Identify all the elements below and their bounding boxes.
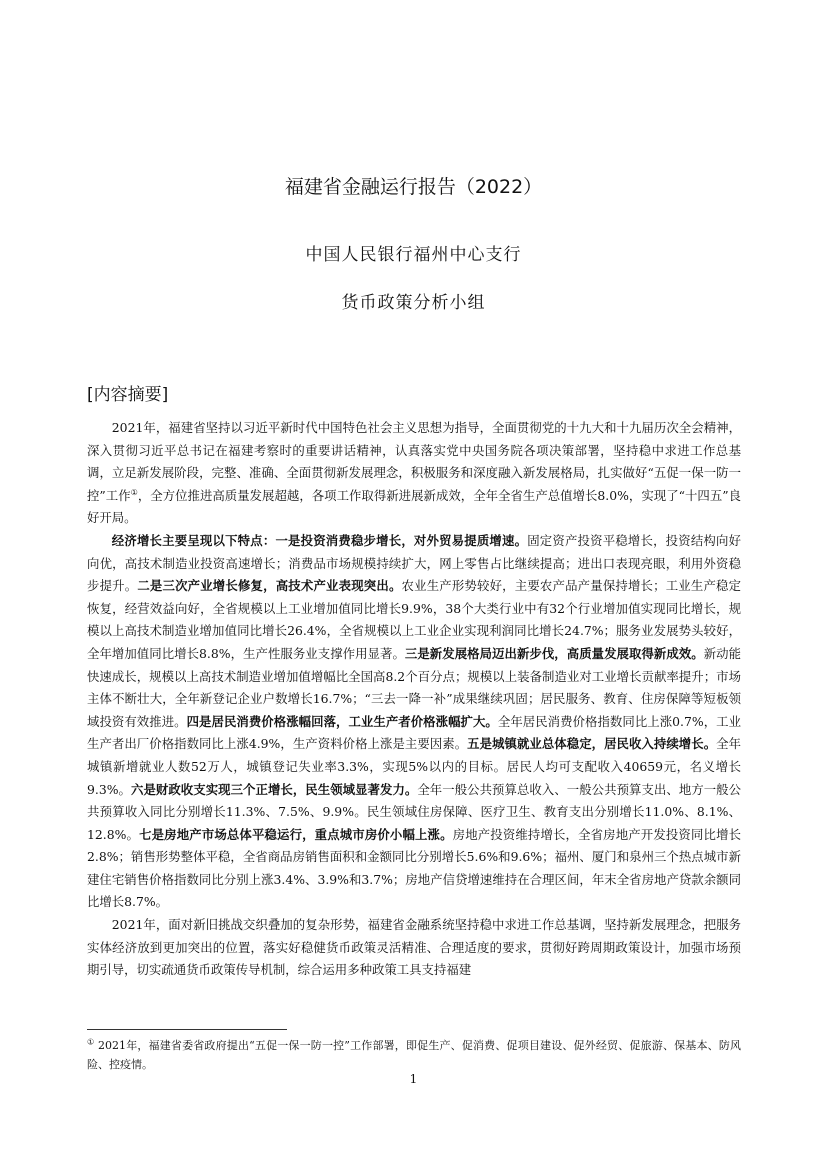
paragraph-text: 全年居民消费价格指数同比上涨0.7%，工业生产者出厂价格指数同比上涨4.9%，生产资料价格上涨是主要因素。 (87, 713, 742, 752)
bold-heading: 七是房地产市场总体平稳运行，重点城市房价小幅上涨。 (139, 826, 453, 842)
paragraph: 2021年，面对新旧挑战交织叠加的复杂形势，福建省金融系统坚持稳中求进工作总基调，坚持新发展理念，把服务实体经济放到更加突出的位置，落实好稳健货币政策灵活精准、合理适度的要求，贯彻好跨周期政策设计，加强市场预期引导，切实疏通货币政策传导机制，综合运用多种政策工具支持福建 (87, 917, 741, 978)
bold-heading: 二是三次产业增长修复，高技术产业表现突出。 (137, 578, 402, 594)
footnote-mark: ① (87, 1037, 95, 1047)
footnote-marker[interactable]: ① (130, 487, 138, 497)
bold-heading: 六是财政收支实现三个正增长，民生领域显著发力。 (131, 781, 418, 797)
paragraph-text: 新动能快速成长，规模以上高技术制造业增加值增幅比全国高8.2个百分点；规模以上装备制造业对工业增长贡献率提升；市场主体不断壮大，全年新登记企业户数增长16.7%；“三去一降一补”成果继续巩固；居民服务、教育、住房保障等短板领域投资有效推进。 (87, 645, 742, 729)
paragraph-text: 固定资产投资平稳增长，投资结构向好向优，高技术制造业投资高速增长；消费品市场规模持续扩大，网上零售占比继续提高；进出口表现亮眼，利用外资稳步提升。 (87, 532, 742, 594)
report-title: 福建省金融运行报告（2022） (284, 176, 543, 198)
author-group: 货币政策分析小组 (341, 293, 486, 313)
author-org: 中国人民银行福州中心支行 (305, 245, 522, 265)
footnote-text: 2021年，福建省委省政府提出“五促一保一防一控”工作部署，即促生产、促消费、促项目建设、促外经贸、促旅游、保基本、防风险、控疫情。 (87, 1039, 742, 1071)
footnote (87, 1036, 741, 1074)
paragraph (87, 417, 741, 530)
footnote-divider (87, 1029, 287, 1030)
bold-heading: 三是新发展格局迈出新步伐，高质量发展取得新成效。 (404, 645, 704, 661)
abstract-heading: [内容摘要] (87, 385, 169, 405)
paragraph-text: 2021年，福建省坚持以习近平新时代中国特色社会主义思想为指导，全面贯彻党的十九大和十九届历次全会精神，深入贯彻习近平总书记在福建考察时的重要讲话精神，认真落实党中央国务院各项决策部署，坚持稳中求进工作总基调，立足新发展阶段，完整、准确、全面贯彻新发展理念，积极服务和深度融入新发展格局，扎实做好“五促一保一防一控”工作 (87, 420, 741, 503)
paragraph (87, 530, 741, 914)
paragraph-text: ，全方位推进高质量发展超越，各项工作取得新进展新成效，全年全省生产总值增长8.0%，实现了“十四五”良好开局。 (87, 487, 741, 526)
page-number: 1 (409, 1072, 418, 1086)
paragraph-text: 全年城镇新增就业人数52万人，城镇登记失业率3.3%，实现5%以内的目标。居民人均可支配收入40659元，名义增长9.3%。 (87, 736, 742, 797)
bold-heading: 经济增长主要呈现以下特点：一是投资消费稳步增长，对外贸易提质增速。 (111, 532, 528, 548)
bold-heading: 五是城镇就业总体稳定，居民收入持续增长。 (467, 736, 717, 752)
paragraph-text: 全年一般公共预算总收入、一般公共预算支出、地方一般公共预算收入同比分别增长11.3%、7.5%、9.9%。民生领域住房保障、医疗卫生、教育支出分别增长11.0%、8.1%、12.8%。 (87, 781, 742, 842)
bold-heading: 四是居民消费价格涨幅回落，工业生产者价格涨幅扩大。 (186, 713, 498, 729)
abstract-body (87, 417, 741, 982)
paragraph-text: 农业生产形势较好，主要农产品产量保持增长；工业生产稳定恢复，经营效益向好，全省规模以上工业增加值同比增长9.9%，38个大类行业中有32个行业增加值实现同比增长，规模以上高技术制造业增加值同比增长26.4%，全省规模以上工业企业实现利润同比增长24.7%；服务业发展势头较好，全年增加值同比增长8.8%，生产性服务业支撑作用显著。 (87, 578, 742, 661)
paragraph-text: 房地产投资维持增长，全省房地产开发投资同比增长2.8%；销售形势整体平稳，全省商品房销售面积和金额同比分别增长5.6%和9.6%；福州、厦门和泉州三个热点城市新建住宅销售价格指数同比分别上涨3.4%、3.9%和3.7%；房地产信贷增速维持在合理区间，年末全省房地产贷款余额同比增长8.7%。 (87, 826, 742, 910)
